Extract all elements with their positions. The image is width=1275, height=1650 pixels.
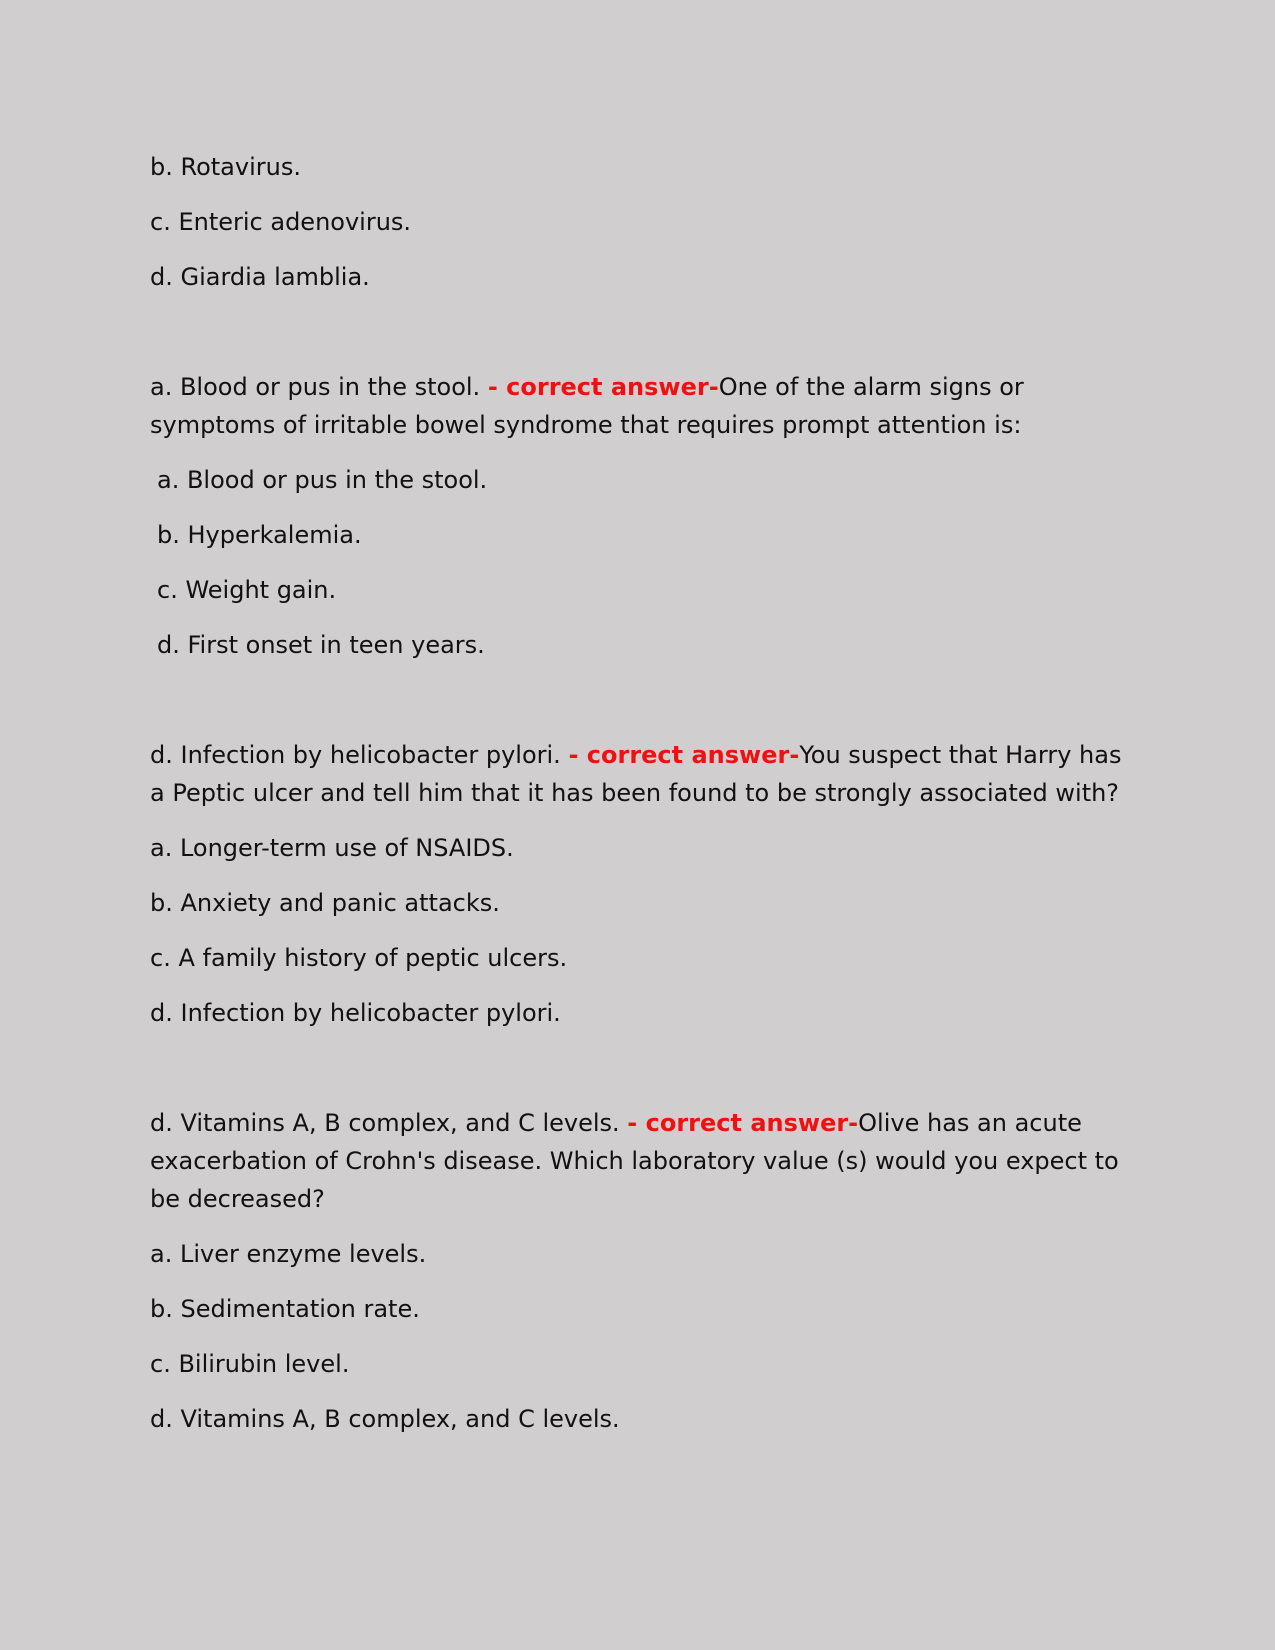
question-block-1 [150, 368, 1140, 664]
option: c. Enteric adenovirus. [150, 208, 412, 236]
answer-text: d. Infection by helicobacter pylori. [150, 741, 569, 769]
question-text [150, 736, 1140, 812]
option: c. Bilirubin level. [150, 1350, 350, 1378]
option: d. First onset in teen years. [157, 631, 485, 659]
question-stem: One of the alarm signs or symptoms of irritable bowel syndrome that requires prompt attention is: [150, 373, 1024, 439]
question-block-2 [150, 736, 1140, 1032]
option: b. Rotavirus. [150, 153, 301, 181]
correct-answer-marker: - correct answer- [487, 373, 719, 401]
correct-answer-marker: - correct answer- [568, 741, 800, 769]
option: a. Longer-term use of NSAIDS. [150, 834, 514, 862]
answer-text: a. Blood or pus in the stool. [150, 373, 488, 401]
question-stem: Olive has an acute exacerbation of Crohn's disease. Which laboratory value (s) would you expect to be decreased? [150, 1109, 1119, 1213]
option: d. Infection by helicobacter pylori. [150, 999, 561, 1027]
option: b. Anxiety and panic attacks. [150, 889, 500, 917]
question-text [150, 1104, 1140, 1218]
option: c. A family history of peptic ulcers. [150, 944, 568, 972]
question-text [150, 368, 1140, 444]
question-stem: You suspect that Harry has a Peptic ulcer and tell him that it has been found to be strongly associated with? [150, 741, 1122, 807]
option: b. Sedimentation rate. [150, 1295, 420, 1323]
question-block-3 [150, 1104, 1140, 1438]
option: a. Blood or pus in the stool. [157, 466, 488, 494]
option: d. Vitamins A, B complex, and C levels. [150, 1405, 620, 1433]
option: a. Liver enzyme levels. [150, 1240, 427, 1268]
answer-text: d. Vitamins A, B complex, and C levels. [150, 1109, 628, 1137]
document-page [150, 148, 1140, 1455]
correct-answer-marker: - correct answer- [627, 1109, 859, 1137]
option: d. Giardia lamblia. [150, 263, 370, 291]
option: c. Weight gain. [157, 576, 337, 604]
option: b. Hyperkalemia. [157, 521, 362, 549]
intro-options [150, 148, 1140, 296]
